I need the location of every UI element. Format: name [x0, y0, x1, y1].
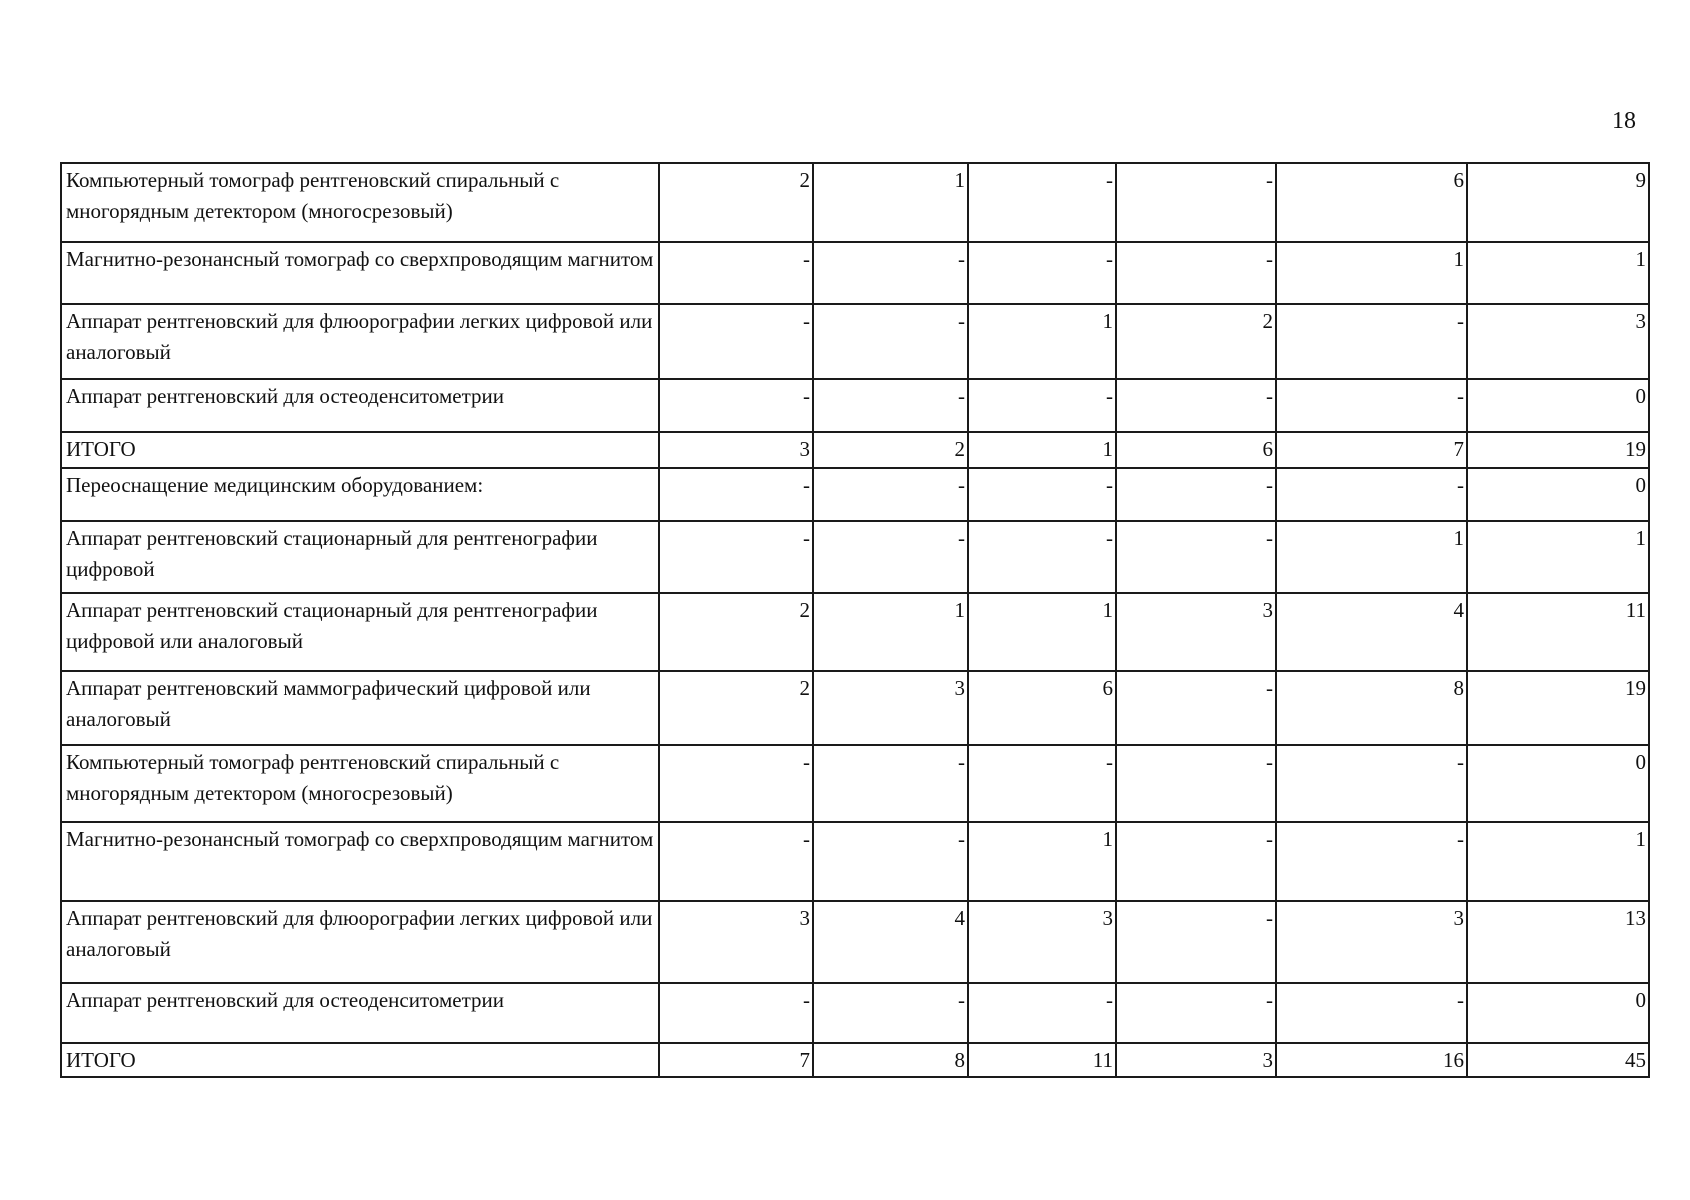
- equipment-name: Аппарат рентгеновский стационарный для рентгенографии цифровой или аналоговый: [61, 593, 659, 671]
- total-row: [61, 432, 1649, 468]
- total-cell: 45: [1467, 1043, 1649, 1077]
- value-cell: 6: [1116, 432, 1276, 468]
- value-cell: -: [813, 468, 968, 521]
- value-cell: 1: [1276, 242, 1467, 304]
- value-cell: -: [1116, 745, 1276, 822]
- value-cell: -: [659, 521, 813, 593]
- value-cell: 1: [1276, 521, 1467, 593]
- total-cell: 0: [1467, 379, 1649, 432]
- value-cell: -: [659, 379, 813, 432]
- total-cell: 1: [1467, 822, 1649, 901]
- equipment-name: Компьютерный томограф рентгеновский спиральный с многорядным детектором (многосрезовый): [61, 745, 659, 822]
- table-row: [61, 304, 1649, 379]
- value-cell: 3: [659, 901, 813, 983]
- value-cell: -: [1276, 745, 1467, 822]
- value-cell: -: [1116, 983, 1276, 1043]
- value-cell: 2: [813, 432, 968, 468]
- total-cell: 0: [1467, 745, 1649, 822]
- equipment-table: [60, 162, 1650, 1078]
- equipment-name: Аппарат рентгеновский маммографический цифровой или аналоговый: [61, 671, 659, 745]
- section-title: Переоснащение медицинским оборудованием:: [61, 468, 659, 521]
- value-cell: 2: [659, 671, 813, 745]
- value-cell: 1: [968, 304, 1116, 379]
- value-cell: 1: [968, 822, 1116, 901]
- total-cell: 3: [1467, 304, 1649, 379]
- total-cell: 1: [1467, 521, 1649, 593]
- value-cell: 3: [659, 432, 813, 468]
- value-cell: -: [968, 242, 1116, 304]
- value-cell: -: [659, 468, 813, 521]
- equipment-name: Аппарат рентгеновский для остеоденситометрии: [61, 379, 659, 432]
- value-cell: -: [1116, 822, 1276, 901]
- total-cell: 9: [1467, 163, 1649, 242]
- value-cell: -: [968, 983, 1116, 1043]
- value-cell: -: [813, 379, 968, 432]
- value-cell: 1: [813, 163, 968, 242]
- value-cell: 8: [813, 1043, 968, 1077]
- value-cell: -: [1116, 671, 1276, 745]
- value-cell: 1: [968, 432, 1116, 468]
- value-cell: 2: [1116, 304, 1276, 379]
- value-cell: -: [968, 521, 1116, 593]
- value-cell: -: [1116, 163, 1276, 242]
- value-cell: 11: [968, 1043, 1116, 1077]
- value-cell: 8: [1276, 671, 1467, 745]
- value-cell: -: [813, 242, 968, 304]
- section-header-row: [61, 468, 1649, 521]
- total-label: ИТОГО: [61, 1043, 659, 1077]
- equipment-name: Аппарат рентгеновский стационарный для рентгенографии цифровой: [61, 521, 659, 593]
- value-cell: 4: [813, 901, 968, 983]
- table-row: [61, 593, 1649, 671]
- total-row: [61, 1043, 1649, 1077]
- page-number: 18: [1612, 108, 1636, 134]
- value-cell: -: [968, 468, 1116, 521]
- equipment-name: Аппарат рентгеновский для флюорографии легких цифровой или аналоговый: [61, 901, 659, 983]
- equipment-name: Аппарат рентгеновский для флюорографии легких цифровой или аналоговый: [61, 304, 659, 379]
- table-row: [61, 521, 1649, 593]
- value-cell: -: [813, 521, 968, 593]
- total-cell: 0: [1467, 983, 1649, 1043]
- value-cell: 7: [659, 1043, 813, 1077]
- value-cell: -: [659, 822, 813, 901]
- value-cell: -: [813, 304, 968, 379]
- total-cell: 13: [1467, 901, 1649, 983]
- value-cell: -: [1276, 304, 1467, 379]
- value-cell: -: [1116, 379, 1276, 432]
- value-cell: -: [1276, 468, 1467, 521]
- value-cell: 6: [968, 671, 1116, 745]
- value-cell: -: [968, 745, 1116, 822]
- table-row: [61, 671, 1649, 745]
- value-cell: -: [1116, 901, 1276, 983]
- value-cell: 3: [968, 901, 1116, 983]
- table-row: [61, 901, 1649, 983]
- value-cell: 3: [1116, 1043, 1276, 1077]
- equipment-name: Аппарат рентгеновский для остеоденситометрии: [61, 983, 659, 1043]
- value-cell: -: [1276, 379, 1467, 432]
- value-cell: 3: [813, 671, 968, 745]
- value-cell: -: [1116, 521, 1276, 593]
- value-cell: -: [1276, 983, 1467, 1043]
- table-row: [61, 745, 1649, 822]
- total-cell: 0: [1467, 468, 1649, 521]
- total-cell: 1: [1467, 242, 1649, 304]
- value-cell: 3: [1276, 901, 1467, 983]
- equipment-name: Магнитно-резонансный томограф со сверхпроводящим магнитом: [61, 242, 659, 304]
- value-cell: -: [1276, 822, 1467, 901]
- value-cell: 2: [659, 163, 813, 242]
- value-cell: -: [1116, 242, 1276, 304]
- table-row: [61, 163, 1649, 242]
- table-row: [61, 242, 1649, 304]
- value-cell: 16: [1276, 1043, 1467, 1077]
- value-cell: -: [659, 242, 813, 304]
- value-cell: 7: [1276, 432, 1467, 468]
- value-cell: -: [813, 983, 968, 1043]
- value-cell: -: [659, 745, 813, 822]
- value-cell: 6: [1276, 163, 1467, 242]
- value-cell: -: [813, 822, 968, 901]
- value-cell: 1: [968, 593, 1116, 671]
- table-row: [61, 822, 1649, 901]
- value-cell: -: [813, 745, 968, 822]
- value-cell: -: [968, 163, 1116, 242]
- total-cell: 11: [1467, 593, 1649, 671]
- value-cell: -: [659, 983, 813, 1043]
- total-label: ИТОГО: [61, 432, 659, 468]
- value-cell: 4: [1276, 593, 1467, 671]
- equipment-name: Компьютерный томограф рентгеновский спиральный с многорядным детектором (многосрезовый): [61, 163, 659, 242]
- table-row: [61, 983, 1649, 1043]
- value-cell: 1: [813, 593, 968, 671]
- table-row: [61, 379, 1649, 432]
- equipment-name: Магнитно-резонансный томограф со сверхпроводящим магнитом: [61, 822, 659, 901]
- total-cell: 19: [1467, 432, 1649, 468]
- total-cell: 19: [1467, 671, 1649, 745]
- value-cell: 2: [659, 593, 813, 671]
- value-cell: -: [968, 379, 1116, 432]
- value-cell: -: [1116, 468, 1276, 521]
- value-cell: 3: [1116, 593, 1276, 671]
- value-cell: -: [659, 304, 813, 379]
